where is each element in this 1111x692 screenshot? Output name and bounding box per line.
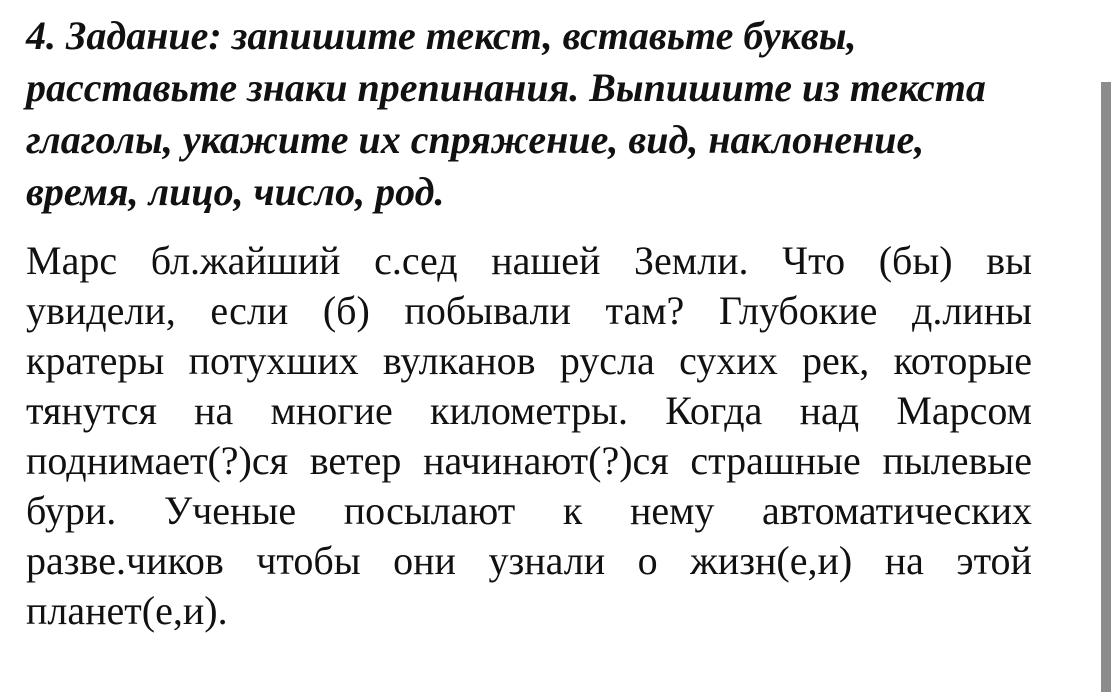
word: этой (956, 538, 1032, 583)
word: рек, (802, 338, 870, 383)
word: вулканов (382, 338, 536, 383)
word: страшные (690, 438, 861, 483)
word: если (210, 288, 289, 333)
text-line (26, 236, 1032, 286)
word: там? (605, 288, 685, 333)
text-line (26, 336, 1032, 386)
word: Земли. (634, 238, 749, 283)
word: Ученые (163, 488, 297, 533)
word: Глубокие (718, 288, 878, 333)
word: на (194, 388, 234, 433)
word: увидели, (26, 288, 176, 333)
word: автоматических (762, 488, 1032, 533)
word: Марс (26, 238, 118, 283)
task-heading-line: расставьте знаки препинания. Выпишите из текста (26, 65, 986, 110)
text-line (26, 286, 1032, 336)
word: бури. (26, 488, 117, 533)
word: поднимает(?)ся (26, 438, 288, 483)
task-heading-line: 4. Задание: запишите текст, вставьте буквы, (26, 13, 857, 58)
word: пылевые (882, 438, 1032, 483)
word: разве.чиков (26, 538, 224, 583)
word: бл.жайший (150, 238, 341, 283)
word: сухих (679, 338, 778, 383)
word: д.лины (911, 288, 1032, 333)
task-heading (26, 0, 1036, 218)
vertical-scrollbar[interactable] (1101, 82, 1111, 692)
word: Когда (665, 388, 763, 433)
task-heading-line: глаголы, укажите их спряжение, вид, наклонение, (26, 117, 925, 162)
text-line (26, 386, 1032, 436)
word: (бы) (878, 238, 953, 283)
word: Что (782, 238, 846, 283)
document-page (26, 0, 1036, 636)
word: о (637, 538, 658, 583)
word: нашей (491, 238, 601, 283)
word: русла (559, 338, 655, 383)
word: побывали (404, 288, 571, 333)
word: километры. (430, 388, 628, 433)
text-line: планет(е,и). (26, 588, 228, 633)
word: посылают (343, 488, 516, 533)
task-heading-line: время, лицо, число, род. (26, 169, 445, 214)
word: Марсом (896, 388, 1032, 433)
text-line (26, 486, 1032, 536)
word: начинают(?)ся (423, 438, 669, 483)
word: они (393, 538, 456, 583)
exercise-text (26, 218, 1036, 636)
word: кратеры (26, 338, 165, 383)
word: вы (986, 238, 1032, 283)
word: чтобы (256, 538, 361, 583)
word: многие (270, 388, 393, 433)
word: над (799, 388, 860, 433)
text-line (26, 536, 1032, 586)
word: которые (893, 338, 1032, 383)
word: потухших (188, 338, 359, 383)
word: ветер (309, 438, 402, 483)
word: нему (629, 488, 715, 533)
word: узнали (488, 538, 606, 583)
word: с.сед (374, 238, 458, 283)
word: (б) (322, 288, 370, 333)
word: жизн(е,и) (690, 538, 853, 583)
word: на (884, 538, 924, 583)
word: к (562, 488, 583, 533)
word: тянутся (26, 388, 157, 433)
text-line (26, 436, 1032, 486)
